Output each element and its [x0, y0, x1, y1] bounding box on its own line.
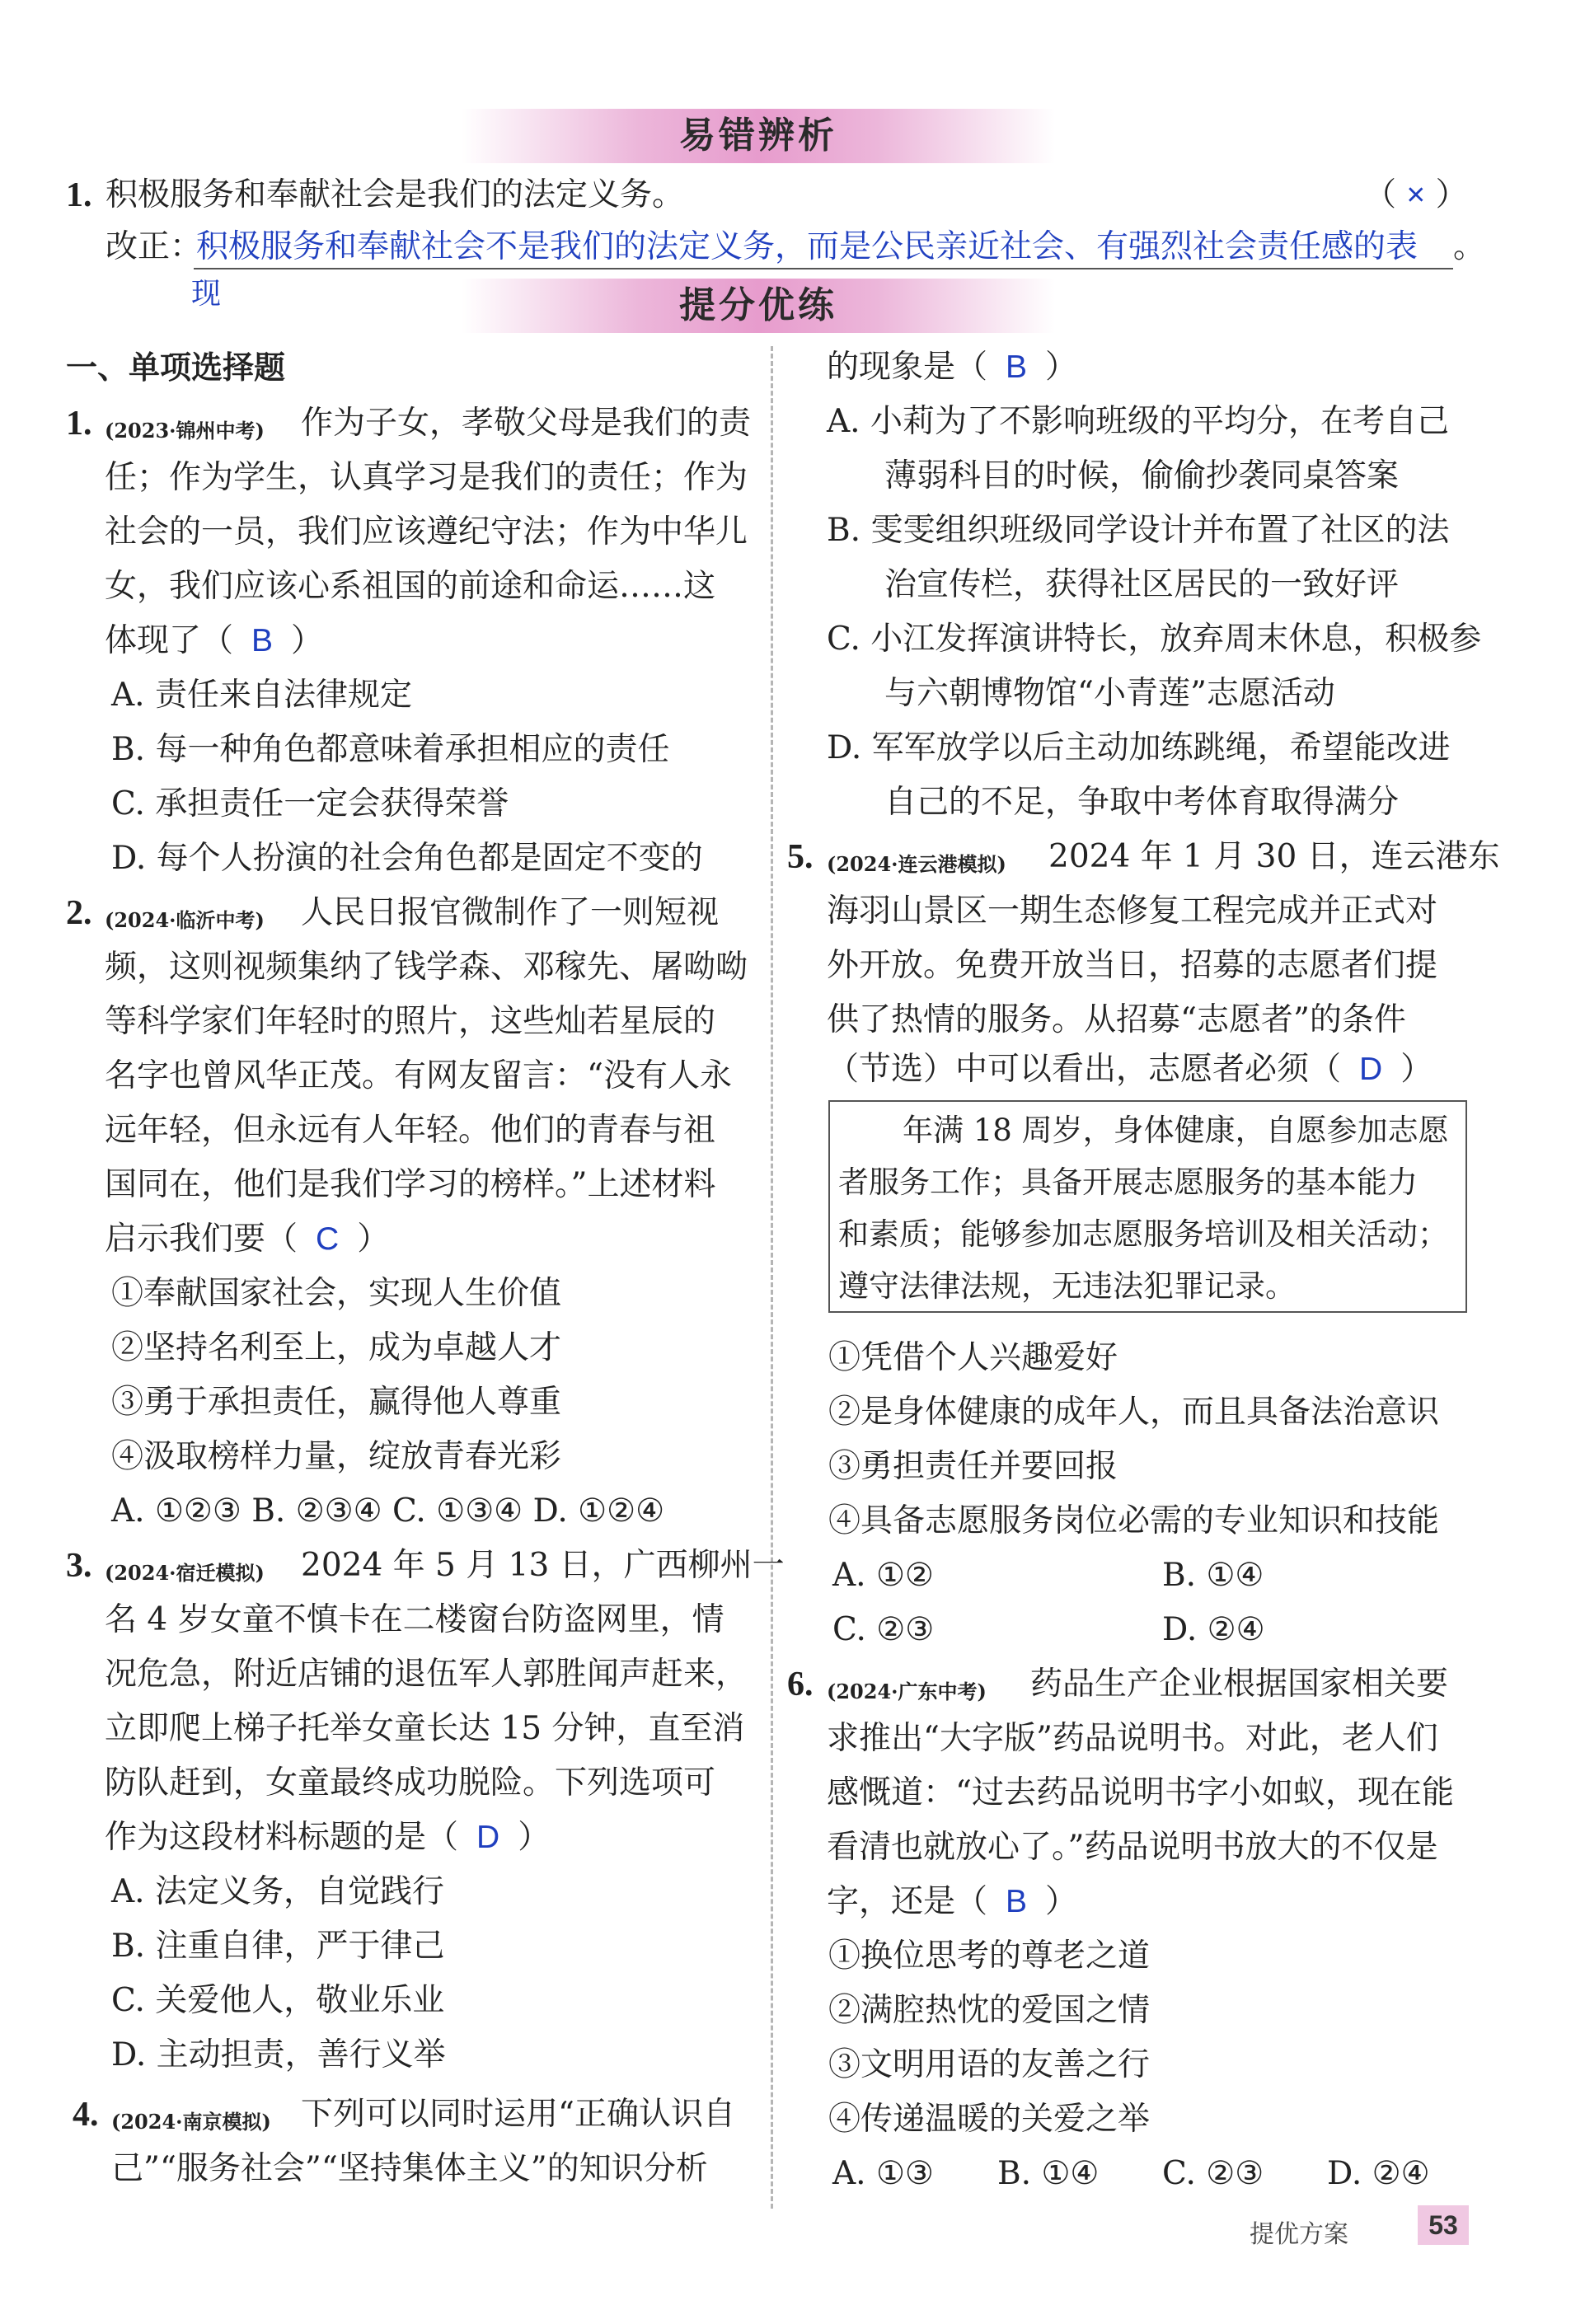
q6-item: ①换位思考的尊老之道 [828, 1937, 1151, 1975]
q2-stem-line: 国同在，他们是我们学习的榜样。”上述材料 [105, 1166, 716, 1203]
q5-box-line: 遵守法律法规，无违法犯罪记录。 [838, 1268, 1296, 1304]
q4-option-cont: 治宣传栏，获得社区居民的一致好评 [884, 566, 1400, 603]
q5-choice: B. ①④ [1162, 1557, 1264, 1594]
q6-stem-line: 求推出“大字版”药品说明书。对此，老人们 [827, 1720, 1438, 1757]
q5-stem-line: 供了热情的服务。从招募“志愿者”的条件 [827, 1001, 1406, 1038]
q6-number: 6. [787, 1666, 814, 1703]
q2-item: ③勇于承担责任，赢得他人尊重 [111, 1384, 562, 1421]
q2-answer: C [316, 1221, 340, 1257]
q1-stem-end: 体现了（ B ） [105, 622, 324, 659]
q6-item: ②满腔热忱的爱国之情 [828, 1992, 1151, 2029]
q4-stem-end: 的现象是（ B ） [827, 349, 1078, 386]
q1-stem-line: 社会的一员，我们应该遵纪守法；作为中华儿 [105, 513, 748, 551]
q4-option: A. 小莉为了不影响班级的平均分，在考自己 [827, 403, 1449, 440]
q5-choice: D. ②④ [1162, 1611, 1265, 1648]
q3-number: 3. [66, 1547, 92, 1585]
q1-option: B. 每一种角色都意味着承担相应的责任 [111, 731, 670, 768]
q6-item: ③文明用语的友善之行 [828, 2046, 1151, 2083]
q5-stem-line: 外开放。免费开放当日，招募的志愿者们提 [827, 947, 1438, 984]
banner-improvement-practice: 提分优练 [462, 279, 1055, 333]
fix-answer-line2: 现 [191, 276, 222, 310]
q5-box-line: 者服务工作；具备开展志愿服务的基本能力 [838, 1164, 1418, 1200]
q2-source: (2024·临沂中考) [105, 908, 265, 932]
q5-answer: D [1359, 1052, 1383, 1087]
q1-number: 1. [66, 405, 92, 443]
q2-number: 2. [66, 894, 92, 932]
q6-source: (2024·广东中考) [827, 1680, 987, 1703]
q2-stem-end: 启示我们要（ C ） [105, 1221, 390, 1258]
q3-stem-line: 2024 年 5 月 13 日，广西柳州一 [301, 1547, 785, 1584]
q2-stem-line: 等科学家们年轻时的照片，这些灿若星辰的 [105, 1003, 716, 1040]
q3-stem-line: 立即爬上梯子托举女童长达 15 分钟，直至消 [105, 1710, 745, 1747]
q6-item: ④传递温暖的关爱之举 [828, 2101, 1151, 2138]
q2-stem-line: 远年轻，但永远有人年轻。他们的青春与祖 [105, 1112, 716, 1149]
q4-option: D. 军军放学以后主动加练跳绳，希望能改进 [827, 729, 1451, 766]
q4-option: B. 雯雯组织班级同学设计并布置了社区的法 [827, 512, 1450, 549]
q6-choice: C. ②③ [1162, 2155, 1264, 2192]
q5-item: ①凭借个人兴趣爱好 [828, 1339, 1118, 1376]
q1-stem-line: 任；作为学生，认真学习是我们的责任；作为 [105, 459, 748, 496]
q3-answer: D [476, 1820, 500, 1855]
q5-stem-line: 2024 年 1 月 30 日，连云港东 [1048, 838, 1500, 875]
q3-stem-line: 防队赶到，女童最终成功脱险。下列选项可 [105, 1764, 716, 1802]
q2-choices: A. ①②③ B. ②③④ C. ①③④ D. ①②④ [111, 1492, 665, 1530]
q3-source: (2024·宿迁模拟) [105, 1561, 265, 1585]
judgment-mark: × [1406, 177, 1426, 213]
q1-option: D. 每个人扮演的社会角色都是固定不变的 [111, 840, 703, 877]
mistake-number: 1. [66, 176, 92, 214]
q5-box-line: 和素质；能够参加志愿服务培训及相关活动； [838, 1216, 1448, 1252]
column-divider [771, 346, 773, 2209]
q5-stem-end: （节选）中可以看出，志愿者必须（ D ） [827, 1051, 1433, 1088]
q2-stem-line: 名字也曾风华正茂。有网友留言：“没有人永 [105, 1057, 732, 1094]
q5-item: ④具备志愿服务岗位必需的专业知识和技能 [828, 1502, 1440, 1539]
footer-book-title: 提优方案 [1250, 2220, 1348, 2249]
q6-stem-line: 感慨道：“过去药品说明书字小如蚁，现在能 [827, 1774, 1454, 1811]
q4-option: C. 小江发挥演讲特长，放弃周末休息，积极参 [827, 621, 1482, 658]
q1-stem-line: 女，我们应该心系祖国的前途和命运……这 [105, 568, 716, 605]
q5-item: ③勇担责任并要回报 [828, 1448, 1118, 1485]
q4-option-cont: 薄弱科目的时候，偷偷抄袭同桌答案 [884, 457, 1400, 494]
q5-stem-line: 海羽山景区一期生态修复工程完成并正式对 [827, 893, 1438, 930]
q1-option: A. 责任来自法律规定 [111, 677, 412, 714]
q3-option: D. 主动担责，善行义举 [111, 2036, 446, 2073]
fix-underline [194, 268, 1453, 269]
q1-stem-line: 作为子女，孝敬父母是我们的责 [301, 405, 752, 442]
section-title: 一、单项选择题 [66, 349, 286, 386]
q1-source: (2023·锦州中考) [105, 419, 265, 443]
q6-answer: B [1006, 1884, 1028, 1919]
q1-answer: B [251, 623, 274, 658]
q3-option: C. 关爱他人，敬业乐业 [111, 1982, 445, 2019]
banner-mistake-analysis: 易错辨析 [462, 109, 1055, 163]
q6-choice: A. ①③ [832, 2155, 934, 2192]
q4-stem-line: 下列可以同时运用“正确认识自 [301, 2096, 735, 2133]
q4-stem-line: 己”“服务社会”“坚持集体主义”的知识分析 [111, 2150, 708, 2187]
q5-number: 5. [787, 838, 814, 876]
q5-choice: A. ①② [832, 1557, 934, 1594]
q3-option: B. 注重自律，严于律己 [111, 1928, 445, 1965]
q6-stem-end: 字，还是（ B ） [827, 1883, 1078, 1920]
q3-option: A. 法定义务，自觉践行 [111, 1873, 444, 1910]
q4-source: (2024·南京模拟) [111, 2110, 271, 2134]
fix-period: 。 [1453, 228, 1486, 265]
q4-number: 4. [73, 2096, 99, 2134]
q2-stem-line: 频，这则视频集纳了钱学森、邓稼先、屠呦呦 [105, 949, 748, 986]
q2-item: ②坚持名利至上，成为卓越人才 [111, 1329, 562, 1366]
q5-item: ②是身体健康的成年人，而且具备法治意识 [828, 1394, 1440, 1431]
q2-item: ④汲取榜样力量，绽放青春光彩 [111, 1438, 562, 1475]
q1-option: C. 承担责任一定会获得荣誉 [111, 785, 509, 822]
q4-answer: B [1006, 349, 1028, 385]
q6-choice: B. ①④ [997, 2155, 1100, 2192]
q4-option-cont: 与六朝博物馆“小青莲”志愿活动 [884, 675, 1335, 712]
q6-stem-line: 看清也就放心了。”药品说明书放大的不仅是 [827, 1829, 1438, 1866]
mistake-statement: 积极服务和奉献社会是我们的法定义务。 [106, 176, 685, 213]
q2-stem-line: 人民日报官微制作了一则短视 [301, 894, 720, 931]
q2-item: ①奉献国家社会，实现人生价值 [111, 1275, 562, 1312]
q5-box-line: 年满 18 周岁，身体健康，自愿参加志愿 [903, 1113, 1449, 1148]
q6-stem-line: 药品生产企业根据国家相关要 [1030, 1666, 1449, 1703]
q3-stem-line: 况危急，附近店铺的退伍军人郭胜闻声赶来， [105, 1656, 748, 1693]
q6-choice: D. ②④ [1327, 2155, 1430, 2192]
q4-option-cont: 自己的不足，争取中考体育取得满分 [884, 784, 1400, 821]
q3-stem-end: 作为这段材料标题的是（ D ） [105, 1819, 551, 1856]
q3-stem-line: 名 4 岁女童不慎卡在二楼窗台防盗网里，情 [105, 1601, 725, 1638]
q5-source: (2024·连云港模拟) [827, 852, 1006, 876]
q5-choice: C. ②③ [832, 1611, 935, 1648]
fix-answer-line1: 积极服务和奉献社会不是我们的法定义务，而是公民亲近社会、有强烈社会责任感的表 [196, 229, 1419, 265]
fix-label: 改正： [106, 228, 203, 265]
page-number: 53 [1418, 2205, 1469, 2245]
mistake-judgment: （ × ） [1364, 176, 1468, 213]
